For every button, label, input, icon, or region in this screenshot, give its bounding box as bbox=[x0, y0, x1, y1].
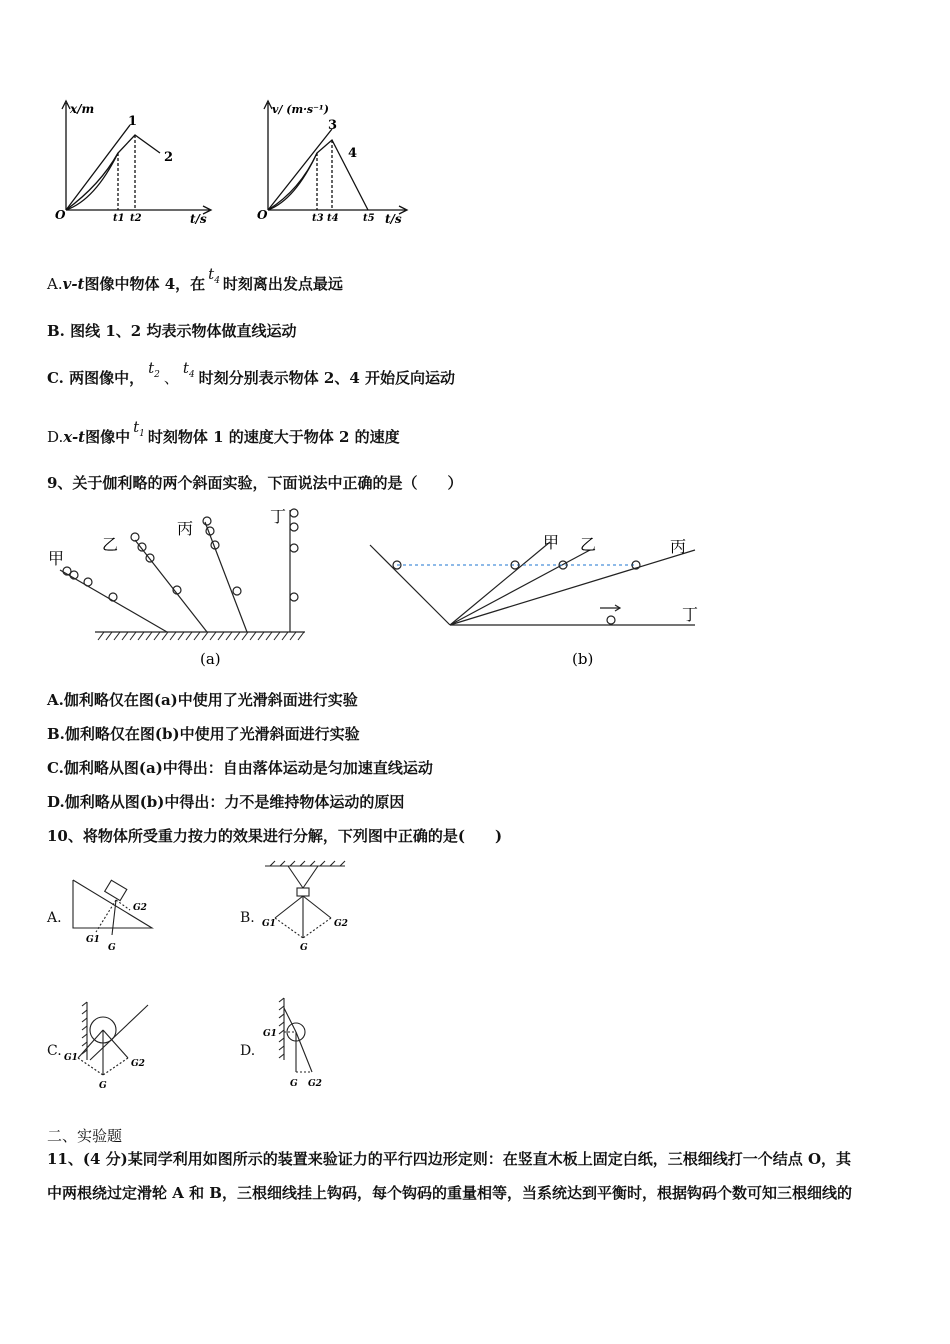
vt-t5-label: t5 bbox=[363, 213, 375, 224]
q8-d-t1: $t_1$ bbox=[133, 418, 145, 439]
q11-text bbox=[47, 1144, 907, 1208]
fig-b-yi: 乙 bbox=[580, 535, 597, 554]
q11-line-2: 中两根绕过定滑轮 A 和 B，三根细线挂上钩码，每个钩码的重量相等，当系统达到平衡时，根据钩码个数可知三根细线的 bbox=[47, 1184, 852, 1202]
xt-xlabel: t/s bbox=[190, 212, 207, 226]
q11-line-1: 11、(4 分)某同学利用如图所示的装置来验证力的平行四边形定则：在竖直木板上固定白纸，三根细线打一个结点 O，其 bbox=[47, 1150, 852, 1168]
q8-option-a: A.v-t图像中物体 4，在$t_4$ 时刻离出发点最远 bbox=[47, 265, 343, 293]
q9-option-d: D.伽利略从图(b)中得出：力不是维持物体运动的原因 bbox=[47, 793, 405, 811]
xt-line-1 bbox=[66, 125, 130, 210]
xt-curve-1-label: 1 bbox=[128, 114, 138, 129]
q8-option-c: C. 两图像中，$t_2$ 、$t_4$ 时刻分别表示物体 2、4 开始反向运动 bbox=[47, 359, 455, 387]
vt-t3-label: t3 bbox=[312, 213, 324, 224]
q10-figures bbox=[60, 860, 360, 1100]
q8-option-b: B. 图线 1、2 均表示物体做直线运动 bbox=[47, 322, 297, 340]
q8-c-t4: $t_4$ bbox=[182, 359, 195, 380]
q10-label-c: C. bbox=[47, 1043, 62, 1059]
vt-line-3 bbox=[268, 129, 332, 210]
q8-c-t2: $t_2$ bbox=[148, 359, 160, 380]
motion-graphs-figure bbox=[40, 95, 420, 235]
fig-b-ding: 丁 bbox=[682, 605, 699, 624]
q10-label-a: A. bbox=[47, 910, 62, 926]
q9-stem: 9、关于伽利略的两个斜面实验，下面说法中正确的是（ ） bbox=[47, 474, 463, 492]
xt-curve-2 bbox=[66, 135, 160, 210]
q10-a-g: G bbox=[108, 943, 116, 953]
q8-a-t4: $t_4$ bbox=[208, 265, 220, 286]
galileo-figure bbox=[40, 500, 710, 675]
vt-curve-4-label: 4 bbox=[348, 146, 358, 161]
xt-curve-2-label: 2 bbox=[164, 150, 174, 165]
q10-d-g2: G2 bbox=[308, 1079, 322, 1089]
fig-a-ding: 丁 bbox=[270, 507, 287, 526]
fig-a-yi: 乙 bbox=[102, 535, 119, 554]
q10-label-d: D. bbox=[240, 1043, 256, 1059]
q10-d-g1: G1 bbox=[263, 1029, 277, 1039]
fig-b-jia: 甲 bbox=[543, 533, 560, 552]
q9-option-a: A.伽利略仅在图(a)中使用了光滑斜面进行实验 bbox=[47, 691, 358, 709]
q10-a-g2: G2 bbox=[133, 903, 147, 913]
q8-option-d: D.x-t图像中$t_1$ 时刻物体 1 的速度大于物体 2 的速度 bbox=[47, 418, 400, 446]
xt-t1-label: t1 bbox=[113, 213, 125, 224]
xt-curve-1 bbox=[66, 153, 118, 210]
xt-origin: O bbox=[55, 208, 66, 222]
q10-fig-b bbox=[265, 861, 345, 938]
q10-b-g1: G1 bbox=[262, 919, 276, 929]
q10-a-g1: G1 bbox=[86, 935, 100, 945]
vt-xlabel: t/s bbox=[385, 212, 402, 226]
q10-label-b: B. bbox=[240, 910, 255, 926]
galileo-fig-b bbox=[370, 542, 695, 625]
q10-b-g2: G2 bbox=[334, 919, 348, 929]
fig-a-bing: 丙 bbox=[177, 519, 194, 538]
vt-curve-3-label: 3 bbox=[328, 118, 338, 133]
fig-a-jia: 甲 bbox=[48, 549, 65, 568]
vt-ylabel: v/ (m·s⁻¹) bbox=[272, 103, 329, 116]
q9-option-c: C.伽利略从图(a)中得出：自由落体运动是匀加速直线运动 bbox=[47, 759, 433, 777]
section-heading: 二、实验题 bbox=[47, 1127, 123, 1145]
q10-c-g1: G1 bbox=[64, 1053, 78, 1063]
q9-option-b: B.伽利略仅在图(b)中使用了光滑斜面进行实验 bbox=[47, 725, 360, 743]
vt-origin: O bbox=[257, 208, 268, 222]
q10-c-g2: G2 bbox=[131, 1059, 145, 1069]
xt-ylabel: x/m bbox=[70, 102, 95, 116]
q10-d-g: G bbox=[290, 1079, 298, 1089]
q10-fig-d bbox=[279, 998, 312, 1072]
xt-t2-label: t2 bbox=[130, 213, 142, 224]
q10-stem: 10、将物体所受重力按力的效果进行分解，下列图中正确的是( ) bbox=[47, 827, 503, 845]
q10-c-g: G bbox=[99, 1081, 107, 1091]
fig-b-caption: (b) bbox=[572, 650, 594, 668]
q10-b-g: G bbox=[300, 943, 308, 953]
fig-b-bing: 丙 bbox=[670, 537, 687, 556]
fig-a-caption: (a) bbox=[200, 650, 221, 668]
vt-t4-label: t4 bbox=[327, 213, 339, 224]
